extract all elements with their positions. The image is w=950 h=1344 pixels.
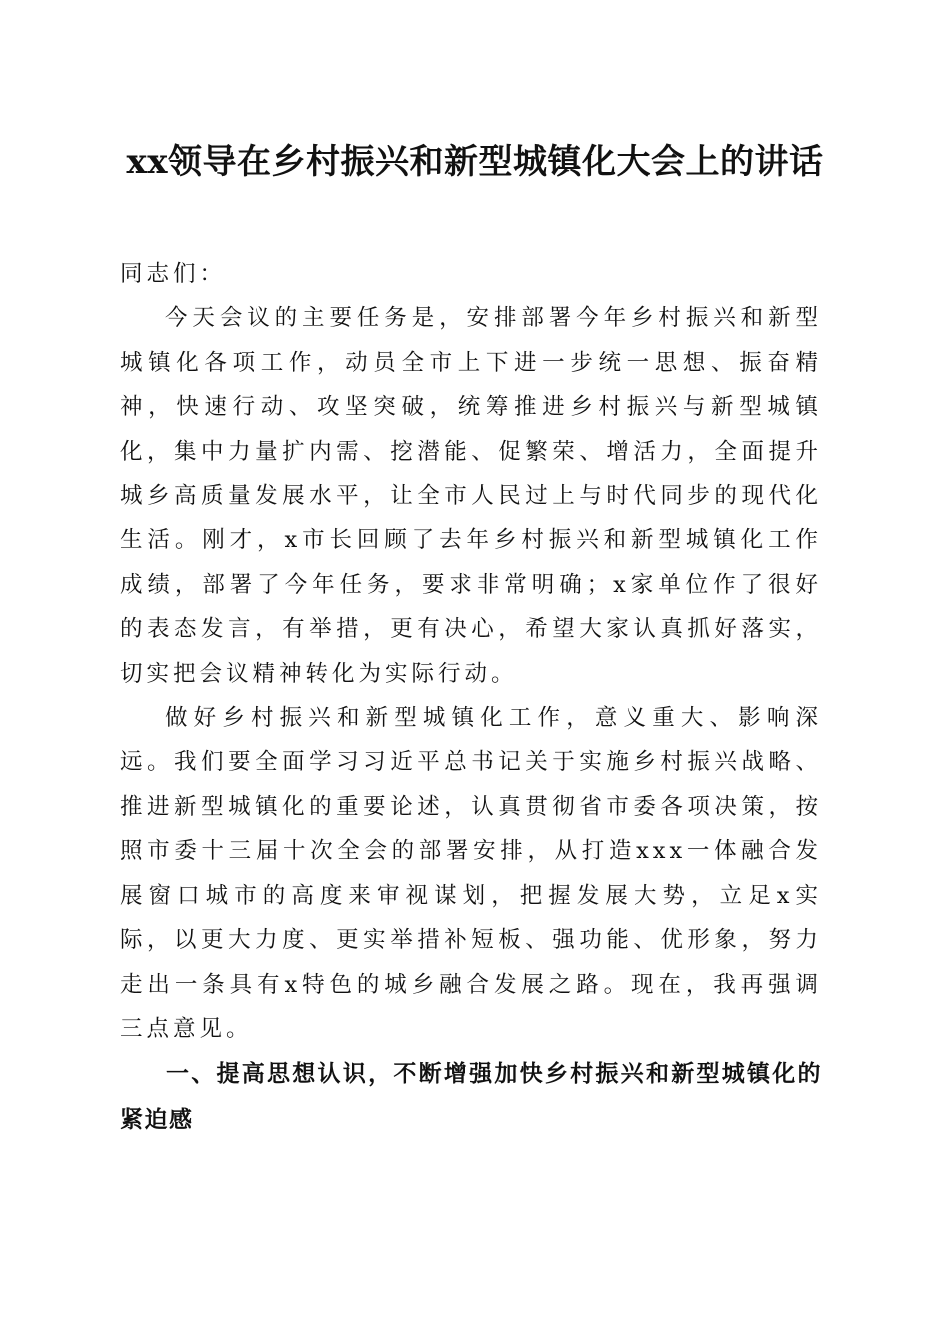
document-title: xx领导在乡村振兴和新型城镇化大会上的讲话	[126, 142, 824, 182]
section-heading-1: 一、提高思想认识，不断增强加快乡村振兴和新型城镇化的紧迫感	[120, 1061, 822, 1134]
salutation: 同志们：	[120, 261, 227, 287]
paragraph-1: 今天会议的主要任务是，安排部署今年乡村振兴和新型城镇化各项工作，动员全市上下进一步统一思想、振奋精神，快速行动、攻坚突破，统筹推进乡村振兴与新型城镇化，集中力量扩内需、挖潜能、促繁荣、增活力，全面提升城乡高质量发展水平，让全市人民过上与时代同步的现代化生活。刚才，x市长回顾了去年乡村振兴和新型城镇化工作成绩，部署了今年任务，要求非常明确；x家单位作了很好的表态发言，有举措，更有决心，希望大家认真抓好落实，切实把会议精神转化为实际行动。	[120, 305, 822, 687]
document-body	[120, 252, 822, 1143]
paragraph-2: 做好乡村振兴和新型城镇化工作，意义重大、影响深远。我们要全面学习习近平总书记关于实施乡村振兴战略、推进新型城镇化的重要论述，认真贯彻省市委各项决策，按照市委十三届十次全会的部署安排，从打造xxx一体融合发展窗口城市的高度来审视谋划，把握发展大势，立足x实际，以更大力度、更实举措补短板、强功能、优形象，努力走出一条具有x特色的城乡融合发展之路。现在，我再强调三点意见。	[120, 705, 822, 1042]
